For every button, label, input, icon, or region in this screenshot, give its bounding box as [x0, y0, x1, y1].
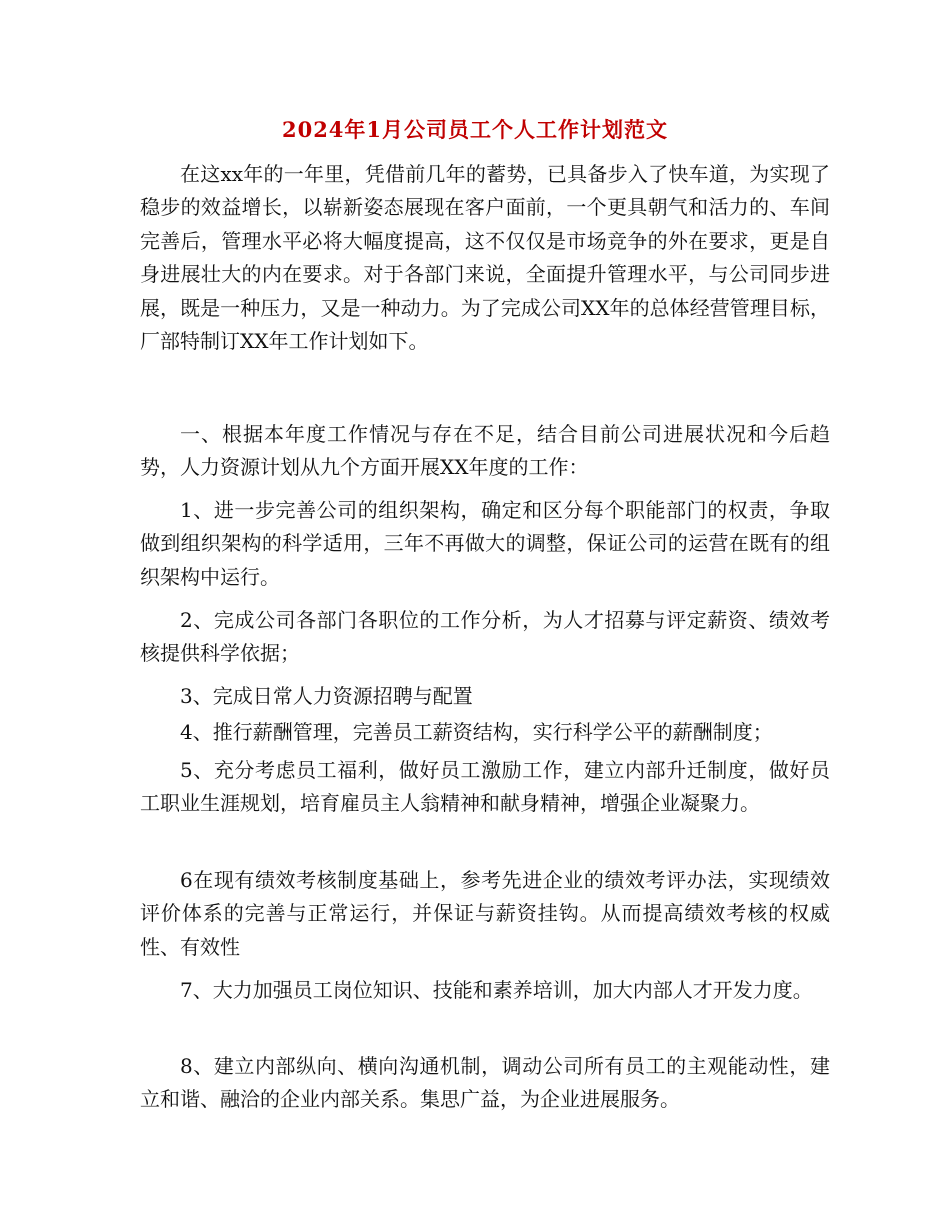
- item-paragraph-5: 5、充分考虑员工福利，做好员工激励工作，建立内部升迁制度，做好员工职业生涯规划，培育雇员主人翁精神和献身精神，增强企业凝聚力。: [140, 758, 830, 816]
- item-paragraph-4: 4、推行薪酬管理，完善员工薪资结构，实行科学公平的薪酬制度；: [180, 720, 773, 744]
- item-paragraph-1: 1、进一步完善公司的组织架构，确定和区分每个职能部门的权责，争取做到组织架构的科学适用，三年不再做大的调整，保证公司的运营在既有的组织架构中运行。: [140, 498, 830, 589]
- item-paragraph-6: 6在现有绩效考核制度基础上，参考先进企业的绩效考评办法，实现绩效评价体系的完善与正常运行，并保证与薪资挂钩。从而提高绩效考核的权威性、有效性: [140, 868, 830, 959]
- item-paragraph-7: 7、大力加强员工岗位知识、技能和素养培训，加大内部人才开发力度。: [180, 978, 813, 1002]
- item-paragraph-3: 3、完成日常人力资源招聘与配置: [180, 684, 473, 708]
- document-title: 2024年1月公司员工个人工作计划范文: [281, 117, 669, 142]
- item-paragraph-8: 8、建立内部纵向、横向沟通机制，调动公司所有员工的主观能动性，建立和谐、融洽的企业内部关系。集思广益，为企业进展服务。: [140, 1054, 830, 1112]
- intro-paragraph: 在这xx年的一年里，凭借前几年的蓄势，已具备步入了快车道，为实现了稳步的效益增长，以崭新姿态展现在客户面前，一个更具朝气和活力的、车间完善后，管理水平必将大幅度提高，这不仅仅是市场竞争的外在要求，更是自身进展壮大的内在要求。对于各部门来说，全面提升管理水平，与公司同步进展，既是一种压力，又是一种动力。为了完成公司XX年的总体经营管理目标，厂部特制订XX年工作计划如下。: [140, 162, 830, 354]
- item-paragraph-2: 2、完成公司各部门各职位的工作分析，为人才招募与评定薪资、绩效考核提供科学依据；: [140, 608, 830, 666]
- section-heading-paragraph: 一、根据本年度工作情况与存在不足，结合目前公司进展状况和今后趋势，人力资源计划从九个方面开展XX年度的工作：: [140, 422, 830, 480]
